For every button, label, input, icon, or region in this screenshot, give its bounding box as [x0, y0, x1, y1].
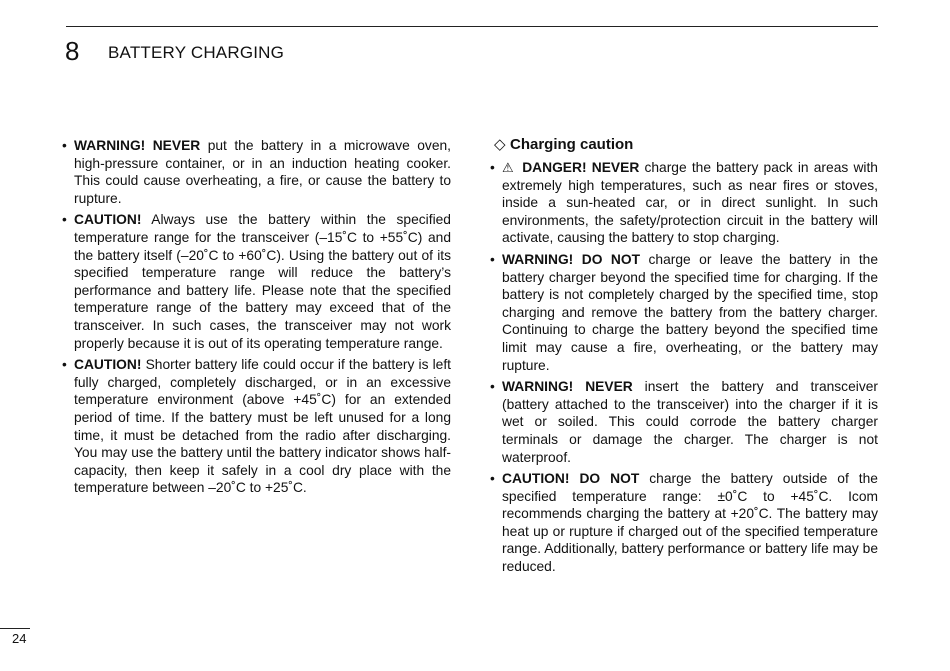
caution-lead: CAUTION! DO NOT: [502, 471, 640, 487]
item-text: insert the battery and transceiver (battery attached to the transceiver) into the charger if it is wet or soiled. This could corrode the battery charger terminals or damage the charger. The charger is not waterproof.: [502, 379, 878, 465]
caution-lead: CAUTION!: [74, 357, 142, 373]
item-text: put the battery in a microwave oven, high-pressure container, or in an induction heating cooker. This could cause overheating, a fire, or cause the battery to rupture.: [74, 138, 451, 206]
list-item: [62, 137, 451, 207]
bullet-icon: •: [62, 212, 67, 228]
header-rule: [66, 26, 878, 27]
warning-triangle-icon: ⚠: [502, 160, 515, 175]
item-text: charge the battery outside of the specified temperature range: ±0˚C to +45˚C. Icom recommends charging the battery at +20˚C. The battery may heat up or rupture if charged out of the specified temperature range. Additionally, battery performance or battery life may be reduced.: [502, 471, 878, 575]
list-item: [62, 356, 451, 497]
caution-lead: CAUTION!: [74, 212, 142, 228]
right-bullet-list: [490, 159, 878, 576]
list-item: [490, 470, 878, 576]
footer-rule: [0, 628, 30, 629]
bullet-icon: •: [62, 357, 67, 373]
item-text: Always use the battery within the specified temperature range for the transceiver (–15˚C to +55˚C) and the battery itself (–20˚C to +60˚C). Using the battery out of its specified temperature range will reduce the battery’s performance and battery life. Please note that the specified temperature range of the battery may exceed that of the transceiver. In such cases, the transceiver may not work properly because it is out of its operating temperature range.: [74, 212, 451, 351]
bullet-icon: •: [490, 379, 495, 395]
danger-lead: DANGER! NEVER: [522, 160, 640, 175]
item-text: charge or leave the battery in the battery charger beyond the specified time for charging. If the battery is not completely charged by the specified time, stop charging and remove the battery from the battery charger. Continuing to charge the battery beyond the specified time limit may cause a fire, overheating, or the battery may rupture.: [502, 251, 879, 373]
bullet-icon: •: [490, 251, 495, 267]
list-item: [490, 378, 878, 466]
right-column: [490, 135, 878, 580]
list-item: [490, 159, 878, 247]
section-heading: [494, 135, 878, 155]
chapter-title: BATTERY CHARGING: [108, 43, 285, 62]
list-item: [490, 251, 878, 374]
bullet-icon: •: [490, 160, 495, 175]
warning-lead: WARNING! NEVER: [502, 379, 633, 395]
diamond-icon: ◇: [494, 136, 506, 153]
bullet-icon: •: [490, 471, 495, 487]
chapter-number: 8: [65, 36, 80, 66]
left-bullet-list: [62, 137, 451, 497]
warning-lead: WARNING! DO NOT: [502, 251, 641, 267]
page-number: 24: [12, 631, 27, 646]
item-text: Shorter battery life could occur if the battery is left fully charged, completely discharged, or in an excessive temperature environment (above +45˚C) for an extended period of time. If the battery must be left unused for a long time, it must be detached from the radio after discharging. You may use the battery until the battery indicator shows half-capacity, then keep it safely in a cool dry place with the temperature between –20˚C to +25˚C.: [74, 357, 451, 496]
item-text: charge the battery pack in areas with extremely high temperatures, such as near fires or stoves, inside a sun-heated car, or in direct sunlight. In such environments, the safety/protection circuit in the battery will activate, causing the battery to stop charging.: [502, 160, 878, 246]
warning-lead: WARNING! NEVER: [74, 138, 201, 153]
bullet-icon: •: [62, 138, 67, 153]
left-column: [62, 137, 451, 501]
list-item: [62, 211, 451, 352]
section-heading-label: Charging caution: [510, 136, 634, 153]
